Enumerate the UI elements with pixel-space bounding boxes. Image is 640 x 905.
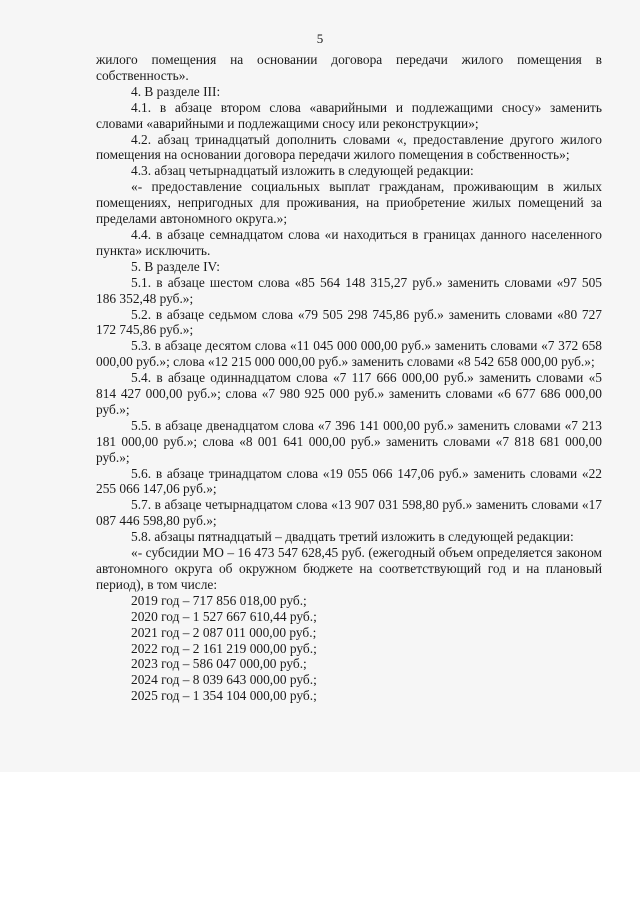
- year-line: 2021 год – 2 087 011 000,00 руб.;: [131, 624, 317, 640]
- paragraph: «- предоставление социальных выплат гражданам, проживающим в жилых помещениях, непригодных для проживания, на приобретение жилых помещений за пределами автономного округа.»;: [96, 179, 602, 227]
- document-body: [96, 52, 602, 704]
- paragraph: 5.8. абзацы пятнадцатый – двадцать третий изложить в следующей редакции:: [131, 529, 574, 545]
- paragraph: 4.2. абзац тринадцатый дополнить словами «, предоставление другого жилого помещения на основании договора передачи жилого помещения в собственность»;: [96, 131, 602, 163]
- paragraph: 5.1. в абзаце шестом слова «85 564 148 315,27 руб.» заменить словами «97 505 186 352,48 руб.»;: [96, 274, 602, 306]
- page-number: 5: [316, 31, 324, 46]
- paragraph: 5.6. в абзаце тринадцатом слова «19 055 066 147,06 руб.» заменить словами «22 255 066 147,06 руб.»;: [96, 465, 602, 497]
- paragraph: жилого помещения на основании договора передачи жилого помещения в собственность».: [96, 52, 602, 83]
- paragraph: 4.4. в абзаце семнадцатом слова «и находиться в границах данного населенного пункта» исключить.: [96, 226, 602, 258]
- paragraph: 5.4. в абзаце одиннадцатом слова «7 117 666 000,00 руб.» заменить словами «5 814 427 000,00 руб.»; слова «7 980 925 000 руб.» заменить словами «6 677 686 000,00 руб.»;: [96, 370, 602, 417]
- paragraph: 5.3. в абзаце десятом слова «11 045 000 000,00 руб.» заменить словами «7 372 658 000,00 руб.»; слова «12 215 000 000,00 руб.» заменить словами «8 542 658 000,00 руб.»;: [96, 338, 602, 370]
- paragraph: 4. В разделе III:: [131, 83, 221, 99]
- year-line: 2024 год – 8 039 643 000,00 руб.;: [131, 672, 317, 688]
- paragraph: «- субсидии МО – 16 473 547 628,45 руб. (ежегодный объем определяется законом автономного округа об окружном бюджете на соответствующий год и на плановый период), в том числе:: [96, 545, 602, 592]
- paragraph: 5.7. в абзаце четырнадцатом слова «13 907 031 598,80 руб.» заменить словами «17 087 446 598,80 руб.»;: [96, 497, 602, 529]
- paragraph: 5. В разделе IV:: [131, 258, 220, 274]
- year-line: 2020 год – 1 527 667 610,44 руб.;: [131, 608, 317, 624]
- year-line: 2022 год – 2 161 219 000,00 руб.;: [131, 640, 317, 656]
- paragraph: 4.1. в абзаце втором слова «аварийными и подлежащими сносу» заменить словами «аварийными и подлежащими сносу или реконструкции»;: [96, 99, 602, 131]
- paragraph: 5.5. в абзаце двенадцатом слова «7 396 141 000,00 руб.» заменить словами «7 213 181 000,00 руб.»; слова «8 001 641 000,00 руб.» заменить словами «7 818 681 000,00 руб.»;: [96, 417, 602, 465]
- year-line: 2019 год – 717 856 018,00 руб.;: [131, 592, 307, 608]
- paragraph: 5.2. в абзаце седьмом слова «79 505 298 745,86 руб.» заменить словами «80 727 172 745,86 руб.»;: [96, 306, 602, 338]
- page-background: [0, 772, 640, 905]
- year-line: 2025 год – 1 354 104 000,00 руб.;: [131, 688, 317, 704]
- year-line: 2023 год – 586 047 000,00 руб.;: [131, 656, 307, 672]
- paragraph: 4.3. абзац четырнадцатый изложить в следующей редакции:: [131, 163, 474, 179]
